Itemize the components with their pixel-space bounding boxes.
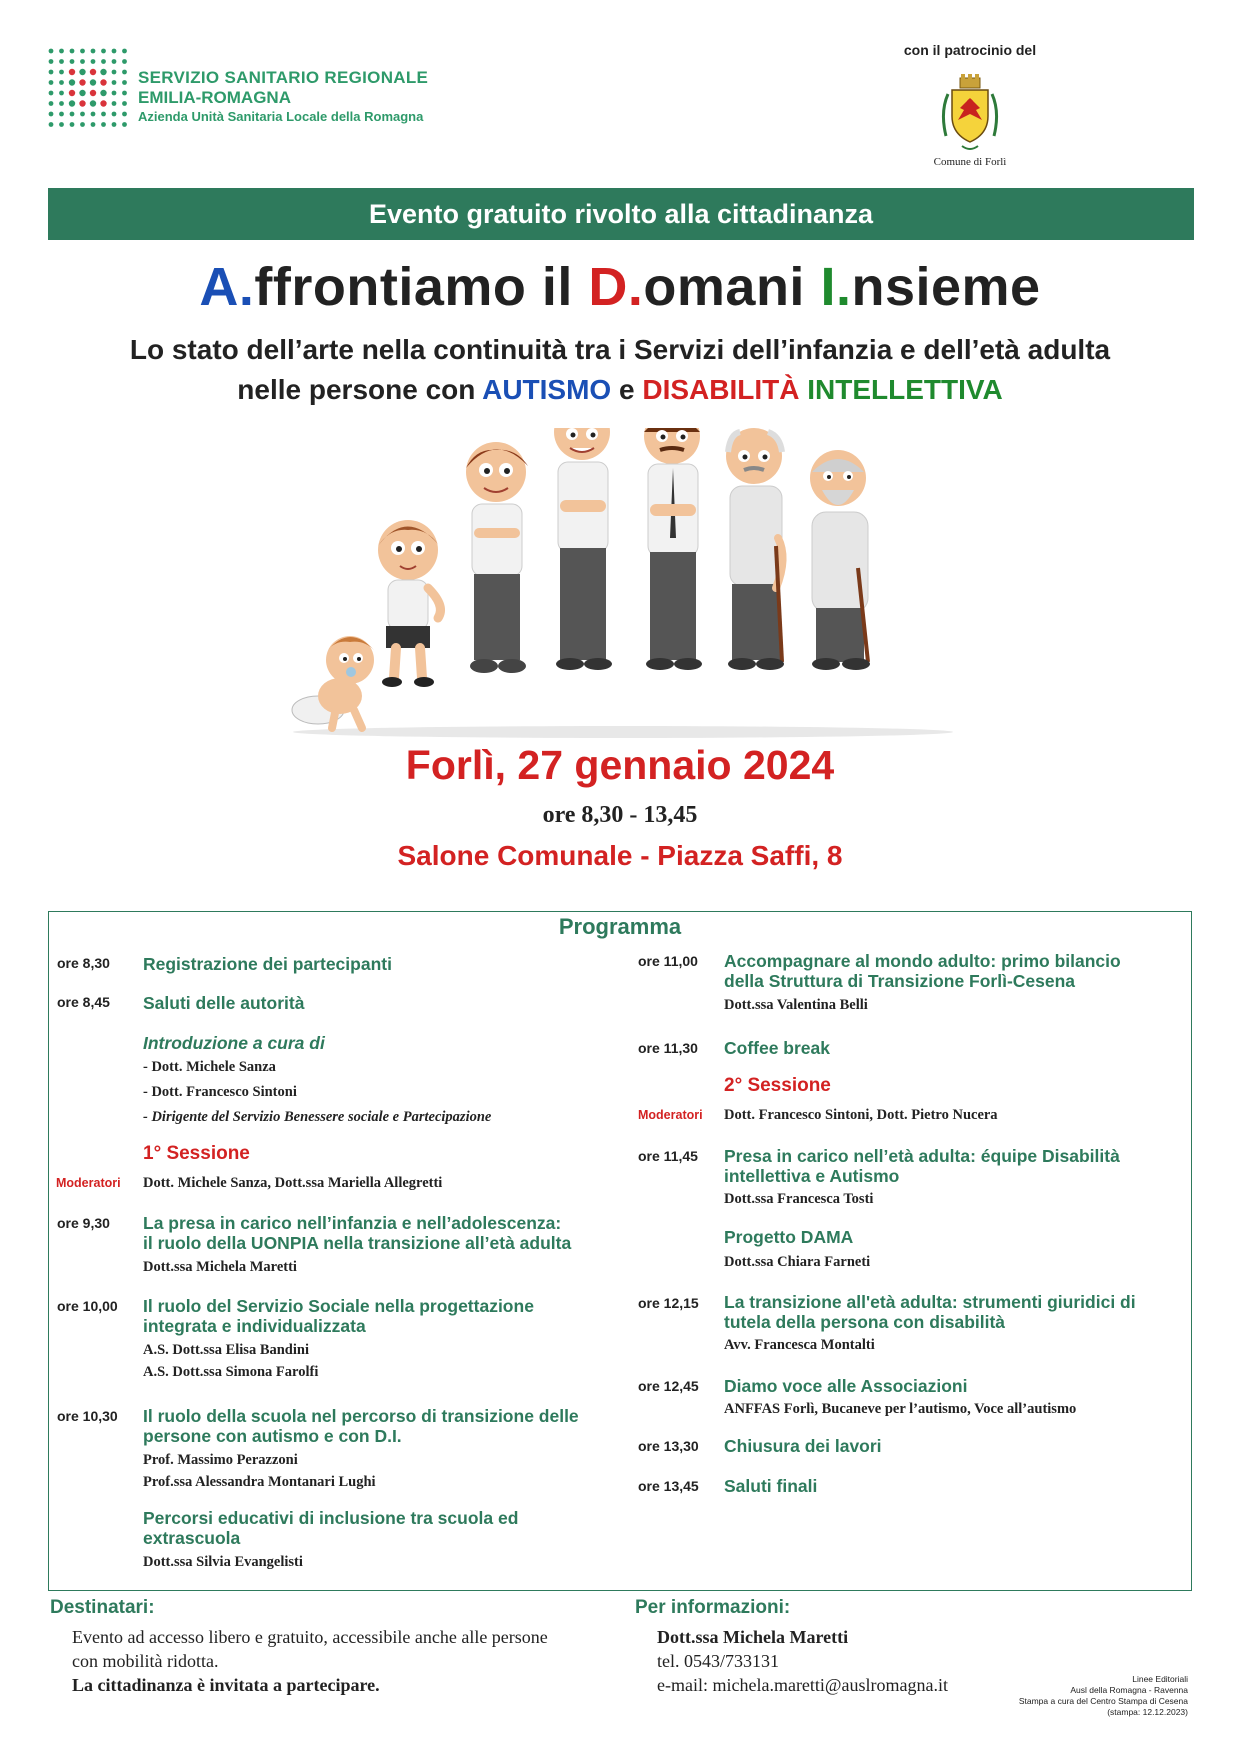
item-adult-care-l2: intellettiva e Autismo bbox=[724, 1166, 900, 1186]
title-a-initial: A. bbox=[199, 257, 255, 317]
time-1345: ore 13,45 bbox=[638, 1478, 699, 1494]
time-1000: ore 10,00 bbox=[57, 1298, 118, 1314]
speaker-belli: Dott.ssa Valentina Belli bbox=[724, 997, 868, 1013]
item-uonpia bbox=[143, 1213, 571, 1253]
recipients-line1: Evento ad accesso libero e gratuito, accessibile anche alle persone bbox=[72, 1627, 548, 1647]
item-adult-world bbox=[724, 951, 1121, 991]
item-final-greetings: Saluti finali bbox=[724, 1476, 818, 1496]
item-greetings: Saluti delle autorità bbox=[143, 993, 305, 1013]
event-date: Forlì, 27 gennaio 2024 bbox=[405, 742, 835, 788]
item-adult-l1: Accompagnare al mondo adulto: primo bilancio bbox=[724, 951, 1121, 971]
item-legal-l2: tutela della persona con disabilità bbox=[724, 1312, 1006, 1332]
moderators-label-1: Moderatori bbox=[56, 1176, 121, 1190]
time-0830: ore 8,30 bbox=[57, 955, 110, 971]
subtitle-autism: AUTISMO bbox=[482, 374, 612, 405]
subtitle-and: e bbox=[611, 374, 643, 405]
speaker-associations: ANFFAS Forlì, Bucaneve per l’autismo, Voce all’autismo bbox=[724, 1401, 1077, 1417]
item-inclusion-l1: Percorsi educativi di inclusione tra scuola ed bbox=[143, 1508, 519, 1528]
recipients-title: Destinatari: bbox=[50, 1597, 155, 1618]
adult-figure bbox=[644, 428, 702, 670]
time-1130: ore 11,30 bbox=[638, 1040, 698, 1056]
moderators-2: Dott. Francesco Sintoni, Dott. Pietro Nucera bbox=[724, 1107, 998, 1123]
item-legal-tools bbox=[724, 1292, 1136, 1332]
item-adult-l2: della Struttura di Transizione Forlì-Cesena bbox=[724, 971, 1076, 991]
baby-figure bbox=[292, 636, 374, 728]
item-inclusion-l2: extrascuola bbox=[143, 1528, 241, 1548]
subtitle-line1: Lo stato dell’arte nella continuità tra i Servizi dell’infanzia e dell’età adulta bbox=[129, 334, 1111, 365]
time-1245: ore 12,45 bbox=[638, 1378, 699, 1394]
session-1-title: 1° Sessione bbox=[143, 1143, 250, 1164]
item-coffee-break: Coffee break bbox=[724, 1038, 831, 1058]
item-adult-care bbox=[724, 1146, 1120, 1186]
editorial-line3: Stampa a cura del Centro Stampa di Cesena bbox=[1018, 1696, 1188, 1706]
item-registration: Registrazione dei partecipanti bbox=[143, 954, 392, 974]
time-1030: ore 10,30 bbox=[57, 1408, 118, 1424]
editorial-line2: Ausl della Romagna - Ravenna bbox=[1070, 1685, 1188, 1695]
speaker-montalti: Avv. Francesca Montalti bbox=[724, 1337, 875, 1353]
title-i-initial: I. bbox=[820, 257, 852, 317]
speaker-tosti: Dott.ssa Francesca Tosti bbox=[724, 1191, 874, 1207]
info-email[interactable]: e-mail: michela.maretti@auslromagna.it bbox=[657, 1675, 948, 1695]
item-social-l1: Il ruolo del Servizio Sociale nella progettazione bbox=[143, 1296, 534, 1316]
moderators-label-2: Moderatori bbox=[638, 1108, 703, 1122]
program-title: Programma bbox=[558, 914, 682, 939]
ssr-logo-icon bbox=[46, 46, 130, 130]
toddler-figure bbox=[378, 520, 440, 687]
subtitle-intellectual: INTELLETTIVA bbox=[799, 374, 1003, 405]
item-closing: Chiusura dei lavori bbox=[724, 1436, 882, 1456]
subtitle-disability: DISABILITÀ bbox=[642, 374, 800, 405]
speaker-perazzoni: Prof. Massimo Perazzoni bbox=[143, 1452, 298, 1468]
time-1100: ore 11,00 bbox=[638, 953, 698, 969]
item-legal-l1: La transizione all'età adulta: strumenti giuridici di bbox=[724, 1292, 1136, 1312]
time-1145: ore 11,45 bbox=[638, 1148, 698, 1164]
event-subtitle bbox=[0, 330, 1240, 410]
item-adult-care-l1: Presa in carico nell’età adulta: équipe Disabilità bbox=[724, 1146, 1120, 1166]
item-social-l2: integrata e individualizzata bbox=[143, 1316, 366, 1336]
info-name: Dott.ssa Michela Maretti bbox=[657, 1627, 849, 1647]
title-i-rest: nsieme bbox=[851, 257, 1041, 317]
event-title bbox=[0, 256, 1240, 318]
editorial-credits bbox=[1019, 1674, 1188, 1718]
editorial-line4: (stampa: 12.12.2023) bbox=[1107, 1707, 1188, 1717]
time-1215: ore 12,15 bbox=[638, 1295, 699, 1311]
logo-line3: Azienda Unità Sanitaria Locale della Romagna bbox=[138, 109, 424, 124]
comune-crest-icon bbox=[938, 72, 1002, 156]
item-inclusion bbox=[143, 1508, 518, 1548]
speaker-farneti: Dott.ssa Chiara Farneti bbox=[724, 1254, 871, 1270]
senior-figure bbox=[726, 428, 784, 670]
event-hours: ore 8,30 - 13,45 bbox=[542, 802, 698, 828]
item-social-service bbox=[143, 1296, 534, 1336]
recipients-line3: La cittadinanza è invitata a partecipare. bbox=[72, 1675, 380, 1695]
time-0845: ore 8,45 bbox=[57, 994, 110, 1010]
logo-line1: SERVIZIO SANITARIO REGIONALE bbox=[138, 68, 429, 87]
elder-figure bbox=[810, 450, 870, 670]
info-title: Per informazioni: bbox=[635, 1597, 791, 1618]
event-banner: Evento gratuito rivolto alla cittadinanza bbox=[48, 188, 1194, 240]
speaker-farolfi: A.S. Dott.ssa Simona Farolfi bbox=[143, 1364, 319, 1380]
intro-speaker-1: - Dott. Michele Sanza bbox=[143, 1059, 276, 1075]
speaker-bandini: A.S. Dott.ssa Elisa Bandini bbox=[143, 1342, 309, 1358]
intro-speaker-3: - Dirigente del Servizio Benessere sociale e Partecipazione bbox=[143, 1109, 492, 1125]
speaker-montanari: Prof.ssa Alessandra Montanari Lughi bbox=[143, 1474, 376, 1490]
item-school-l2: persone con autismo e con D.I. bbox=[143, 1426, 402, 1446]
recipients-line2: con mobilità ridotta. bbox=[72, 1651, 219, 1671]
title-a-rest: ffrontiamo il bbox=[254, 257, 589, 317]
teen-figure bbox=[554, 428, 612, 670]
life-stages-illustration bbox=[278, 428, 968, 748]
logo-line2: EMILIA-ROMAGNA bbox=[138, 88, 291, 107]
title-d-initial: D. bbox=[588, 257, 644, 317]
info-phone: tel. 0543/733131 bbox=[657, 1651, 779, 1671]
item-uonpia-l1: La presa in carico nell’infanzia e nell’adolescenza: bbox=[143, 1213, 562, 1233]
item-school bbox=[143, 1406, 579, 1446]
info-text bbox=[657, 1625, 948, 1697]
time-0930: ore 9,30 bbox=[57, 1215, 110, 1231]
event-venue: Salone Comunale - Piazza Saffi, 8 bbox=[397, 840, 843, 871]
time-1330: ore 13,30 bbox=[638, 1438, 699, 1454]
ssr-logo-text bbox=[138, 68, 428, 126]
title-d-rest: omani bbox=[643, 257, 821, 317]
editorial-line1: Linee Editoriali bbox=[1132, 1674, 1188, 1684]
intro-speaker-2: - Dott. Francesco Sintoni bbox=[143, 1084, 297, 1100]
item-associations: Diamo voce alle Associazioni bbox=[724, 1376, 968, 1396]
crest-caption: Comune di Forlì bbox=[933, 156, 1007, 168]
recipients-text bbox=[72, 1625, 548, 1697]
patronage-label: con il patrocinio del bbox=[903, 42, 1037, 58]
moderators-1: Dott. Michele Sanza, Dott.ssa Mariella Allegretti bbox=[143, 1175, 443, 1191]
session-2-title: 2° Sessione bbox=[724, 1075, 831, 1096]
subtitle-pre: nelle persone con bbox=[237, 374, 483, 405]
speaker-maretti: Dott.ssa Michela Maretti bbox=[143, 1259, 297, 1275]
item-dama: Progetto DAMA bbox=[724, 1227, 854, 1247]
item-uonpia-l2: il ruolo della UONPIA nella transizione all’età adulta bbox=[143, 1233, 572, 1253]
speaker-evangelisti: Dott.ssa Silvia Evangelisti bbox=[143, 1554, 303, 1570]
item-introduction: Introduzione a cura di bbox=[143, 1033, 325, 1053]
subtitle-line2 bbox=[0, 370, 1240, 410]
item-school-l1: Il ruolo della scuola nel percorso di transizione delle bbox=[143, 1406, 579, 1426]
child-figure bbox=[466, 442, 528, 673]
